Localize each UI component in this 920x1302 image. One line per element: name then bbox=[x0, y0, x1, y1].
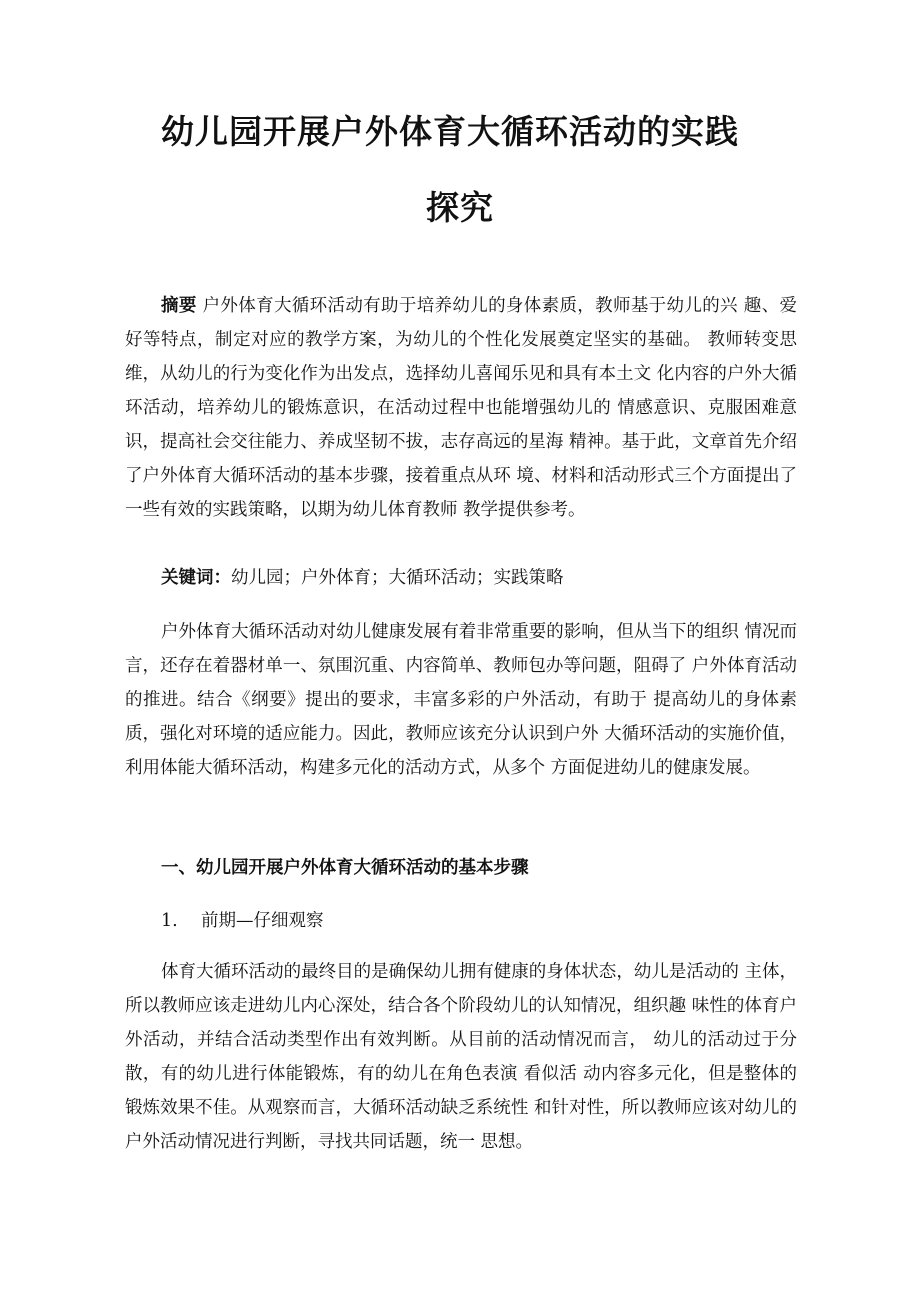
abstract-text: 户外体育大循环活动有助于培养幼儿的身体素质，教师基于幼儿的兴 趣、爱好等特点，制定对应的教学方案，为幼儿的个性化发展奠定坚实的基础。 教师转变思维，从幼儿的行为变化作为出发点，选择幼儿喜闻乐见和具有本土文 化内容的户外大循环活动，培养幼儿的锻炼意识，在活动过程中也能增强幼儿的 情感意识、克服困难意识，提高社会交往能力、养成坚韧不拔，志存高远的星海 精神。基于此，文章首先介绍了户外体育大循环活动的基本步骤，接着重点从环 境、材料和活动形式三个方面提出了一些有效的实践策略，以期为幼儿体育教师 教学提供参考。 bbox=[125, 296, 797, 520]
abstract-label: 摘要 bbox=[161, 296, 197, 316]
abstract-paragraph bbox=[125, 289, 797, 527]
keywords-text: 幼儿园；户外体育；大循环活动；实践策略 bbox=[231, 568, 564, 588]
subsection-title: 前期—仔细观察 bbox=[201, 911, 324, 931]
section-heading: 一、幼儿园开展户外体育大循环活动的基本步骤 bbox=[161, 858, 529, 878]
page-title-line-1: 幼儿园开展户外体育大循环活动的实践 bbox=[161, 112, 739, 151]
keywords-paragraph bbox=[125, 561, 797, 595]
intro-paragraph: 户外体育大循环活动对幼儿健康发展有着非常重要的影响，但从当下的组织 情况而言，还存在着器材单一、氛围沉重、内容简单、教师包办等问题，阻碍了 户外体育活动的推进。结合《纲要》提出的要求，丰富多彩的户外活动，有助于 提高幼儿的身体素质，强化对环境的适应能力。因此，教师应该充分认识到户外 大循环活动的实施价值，利用体能大循环活动，构建多元化的活动方式，从多个 方面促进幼儿的健康发展。 bbox=[125, 622, 797, 778]
subsection-heading bbox=[125, 904, 797, 938]
subsection-number: 1. bbox=[161, 911, 178, 931]
page-title-line-2: 探究 bbox=[426, 188, 494, 227]
keywords-label: 关键词： bbox=[161, 568, 231, 588]
body-paragraph: 体育大循环活动的最终目的是确保幼儿拥有健康的身体状态，幼儿是活动的 主体，所以教师应该走进幼儿内心深处，结合各个阶段幼儿的认知情况，组织趣 味性的体育户外活动，并结合活动类型作出有效判断。从目前的活动情况而言， 幼儿的活动过于分散，有的幼儿进行体能锻炼，有的幼儿在角色表演 看似活 动内容多元化，但是整体的锻炼效果不佳。从观察而言，大循环活动缺乏系统性 和针对性，所以教师应该对幼儿的户外活动情况进行判断，寻找共同话题，统一 思想。 bbox=[125, 962, 797, 1152]
